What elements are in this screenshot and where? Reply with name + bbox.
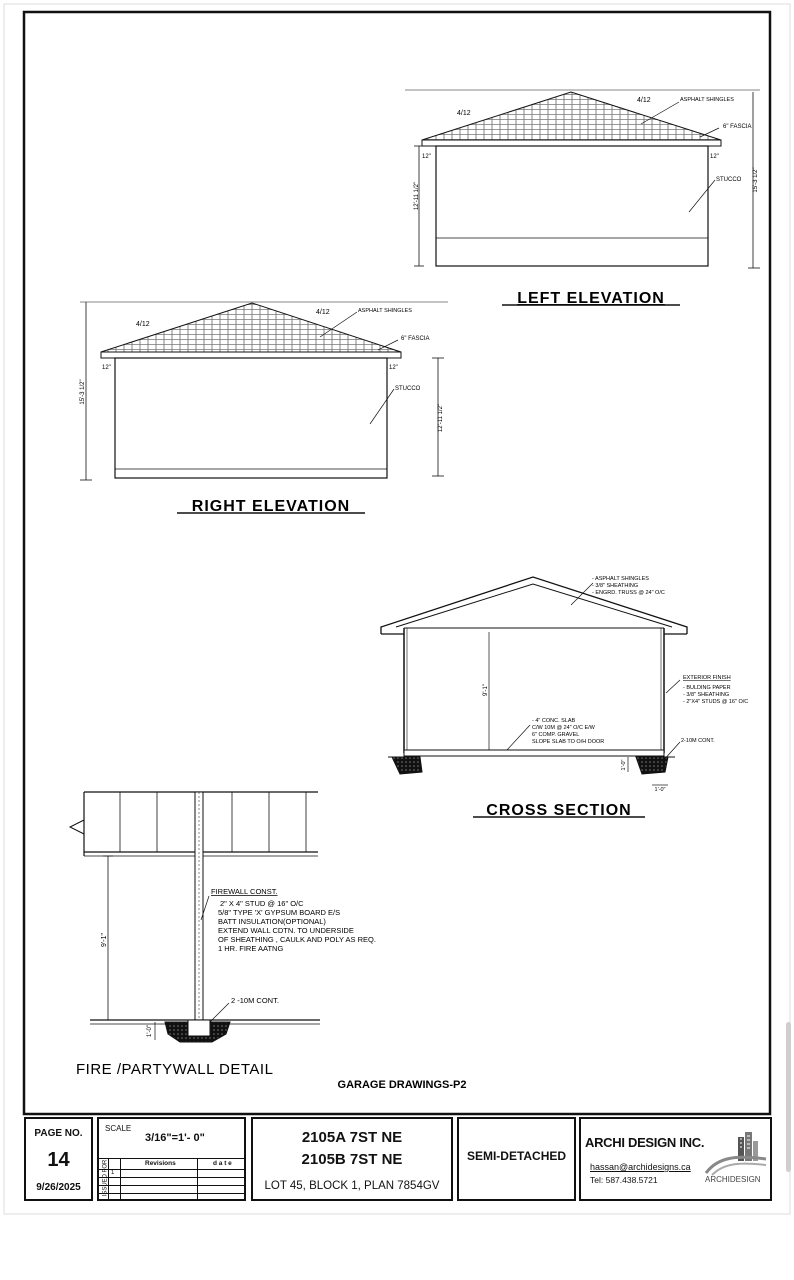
left-elev-pitch-left: 4/12 — [457, 110, 471, 117]
scale-value: 3/16"=1'- 0" — [145, 1132, 205, 1144]
left-elev-pitch-right: 4/12 — [637, 97, 651, 104]
building-type-cell — [457, 1117, 576, 1201]
left-elev-overhang-left: 12" — [422, 154, 431, 160]
cross-section-roof-note-2: - 3/8" SHEATHING — [592, 583, 639, 589]
firewall-footing-depth: 1'-0" — [147, 1025, 153, 1037]
firewall-note-1: 2" X 4" STUD @ 16" O/C — [220, 899, 304, 908]
company-email: hassan@archidesigns.ca — [590, 1162, 691, 1172]
page-number-label: PAGE NO. — [34, 1128, 83, 1139]
building-type: SEMI-DETACHED — [466, 1149, 567, 1163]
firewall-note-2: 5/8" TYPE 'X' GYPSUM BOARD E/S — [218, 908, 341, 917]
firewall-note-4: EXTEND WALL CDTN. TO UNDERSIDE — [218, 926, 354, 935]
right-elevation-title: RIGHT ELEVATION — [191, 498, 351, 515]
cross-section-roof-note-3: - ENGRD. TRUSS @ 24" O/C — [592, 590, 665, 596]
left-elevation-title: LEFT ELEVATION — [517, 290, 665, 307]
cross-section-wall-height: 9'-1" — [483, 684, 489, 696]
right-elev-overhang-left: 12" — [102, 365, 111, 371]
cross-section-roof-note-1: - ASPHALT SHINGLES — [592, 576, 649, 582]
company-phone: Tel: 587.438.5721 — [590, 1175, 658, 1185]
revisions-header: Revisions — [145, 1160, 176, 1167]
issued-for-label: ISSUED FOR — [102, 1159, 109, 1197]
right-elev-overhang-right: 12" — [389, 365, 398, 371]
right-elev-stucco-note: STUCCO — [395, 386, 421, 392]
address-line-2: 2105B 7ST NE — [301, 1151, 403, 1168]
right-elev-fascia-note: 6" FASCIA — [401, 336, 430, 342]
title-block — [24, 1117, 772, 1201]
cross-section-exterior-note-2: - 3/8" SHEATHING — [683, 692, 730, 698]
sheet-caption: GARAGE DRAWINGS-P2 — [337, 1079, 467, 1091]
archidesign-logo-icon — [704, 1129, 768, 1177]
company-cell — [579, 1117, 772, 1201]
firewall-footing-note: 2 -10M CONT. — [231, 996, 279, 1005]
cross-section-title: CROSS SECTION — [486, 802, 632, 819]
cross-section-slab-note-4: SLOPE SLAB TO O/H DOOR — [532, 739, 605, 745]
scale-cell — [97, 1117, 246, 1201]
right-elev-pitch-right: 4/12 — [316, 309, 330, 316]
cross-section-footing-depth: 1'-0" — [621, 759, 627, 771]
left-elev-shingles-note: ASPHALT SHINGLES — [680, 97, 734, 103]
right-elev-dim-left: 15'-3 1/2" — [80, 379, 86, 405]
cross-section-slab-note-2: C/W 10M @ 24" O/C E/W — [532, 725, 595, 731]
scale-label: SCALE — [105, 1124, 132, 1133]
left-elev-fascia-note: 6" FASCIA — [723, 124, 752, 130]
right-elev-dim-right: 12'-11 1/2" — [438, 403, 444, 433]
page-date: 9/26/2025 — [36, 1182, 81, 1193]
right-elev-shingles-note: ASPHALT SHINGLES — [358, 308, 412, 314]
address-cell — [251, 1117, 453, 1201]
cross-section-footing-note: 2-10M CONT. — [681, 738, 715, 744]
left-elev-dim-left: 12'-11 1/2" — [414, 181, 420, 211]
firewall-title: FIRE /PARTYWALL DETAIL — [76, 1061, 274, 1078]
cross-section-exterior-heading: EXTERIOR FINISH — [683, 675, 731, 681]
page-number-cell — [24, 1117, 93, 1201]
cross-section-footing-width: 1'-0" — [654, 787, 666, 793]
cross-section-exterior-note-1: - BULDING PAPER — [683, 685, 731, 691]
company-name: ARCHI DESIGN INC. — [585, 1135, 705, 1150]
revision-row-1: 1 — [111, 1170, 115, 1176]
cross-section-exterior-note-3: - 2"X4" STUDS @ 16" O/C — [683, 699, 749, 705]
left-elev-stucco-note: STUCCO — [716, 177, 742, 183]
page-number: 14 — [47, 1149, 70, 1171]
date-header: d a t e — [213, 1160, 232, 1167]
firewall-note-6: 1 HR. FIRE AATNG — [218, 944, 284, 953]
firewall-wall-height: 9'-1" — [101, 933, 108, 947]
firewall-note-5: OF SHEATHING , CAULK AND POLY AS REQ. — [218, 935, 376, 944]
logo-text: ARCHIDESIGN — [705, 1175, 761, 1184]
vertical-scrollbar[interactable] — [786, 1022, 791, 1172]
legal-description: LOT 45, BLOCK 1, PLAN 7854GV — [264, 1180, 440, 1192]
address-line-1: 2105A 7ST NE — [301, 1129, 403, 1146]
left-elev-overhang-right: 12" — [710, 154, 719, 160]
firewall-note-3: BATT INSULATION(OPTIONAL) — [218, 917, 326, 926]
left-elev-dim-right: 15'-3 1/2" — [753, 167, 759, 193]
firewall-heading: FIREWALL CONST. — [211, 887, 278, 896]
cross-section-slab-note-3: 6" COMP. GRAVEL — [532, 732, 580, 738]
cross-section-slab-note-1: - 4" CONC. SLAB — [532, 718, 576, 724]
right-elev-pitch-left: 4/12 — [136, 321, 150, 328]
